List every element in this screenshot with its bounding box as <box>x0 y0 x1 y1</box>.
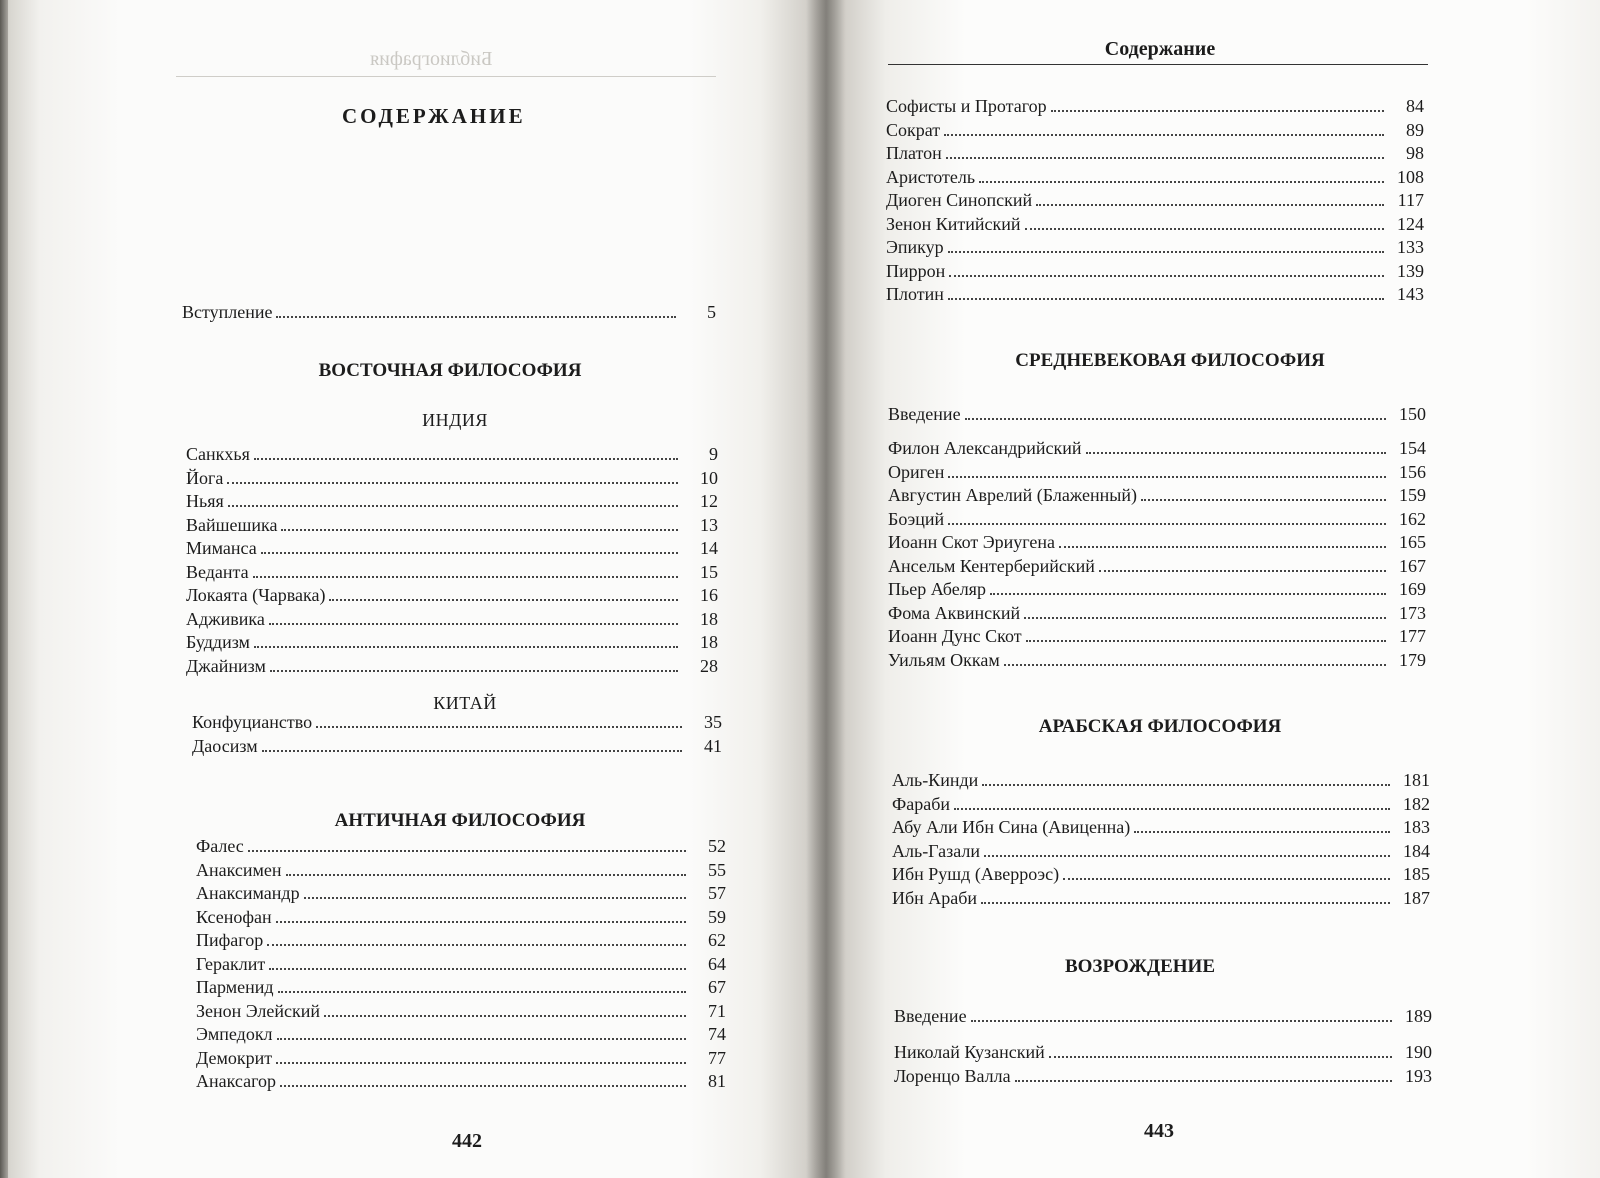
toc-entry <box>892 835 1430 859</box>
header-rule <box>888 64 1428 65</box>
dot-leader <box>1036 184 1384 206</box>
dot-leader <box>948 231 1384 253</box>
dot-leader <box>254 438 678 460</box>
toc-entry-page: 9 <box>709 444 718 464</box>
toc-renaissance <box>894 1036 1432 1086</box>
dot-leader <box>261 532 678 554</box>
bleed-through-rule <box>176 76 716 77</box>
toc-entry-page: 67 <box>708 977 726 997</box>
toc-intro <box>182 296 716 320</box>
toc-entry-title: Платон <box>886 143 942 163</box>
toc-entry-title: Гераклит <box>196 953 266 974</box>
bleed-through-header: Библиография <box>370 48 493 70</box>
toc-entry-title: Сократ <box>886 119 941 140</box>
toc-ancient <box>196 830 726 1089</box>
dot-leader <box>946 137 1384 159</box>
toc-entry <box>888 479 1426 503</box>
toc-entry-page: 139 <box>1397 260 1424 281</box>
toc-entry-title: Аль-Кинди <box>892 770 979 790</box>
toc-entry-title: Введение <box>888 404 961 424</box>
toc-entry-page: 179 <box>1399 649 1426 670</box>
toc-ancient-continued <box>886 90 1424 302</box>
toc-entry <box>196 1065 726 1089</box>
toc-entry-title: Уильям Оккам <box>888 649 1000 670</box>
toc-entry-page: 187 <box>1403 887 1430 908</box>
running-head: Содержание <box>1104 38 1216 60</box>
toc-entry <box>892 882 1430 906</box>
toc-entry-page: 143 <box>1397 284 1424 304</box>
toc-entry-page: 52 <box>708 836 726 856</box>
toc-entry-page: 12 <box>700 491 718 511</box>
toc-entry-title: Миманса <box>186 538 257 558</box>
dot-leader <box>948 456 1386 478</box>
dot-leader <box>253 556 678 578</box>
toc-entry <box>892 858 1430 882</box>
dot-leader <box>280 1065 686 1087</box>
dot-leader <box>1063 858 1390 880</box>
toc-entry-page: 84 <box>1406 96 1424 116</box>
dot-leader <box>984 835 1390 857</box>
dot-leader <box>982 764 1390 786</box>
toc-entry-title: Буддизм <box>186 632 250 652</box>
dot-leader <box>270 650 678 672</box>
contents-title: СОДЕРЖАНИЕ <box>342 104 526 128</box>
toc-entry-title: Веданта <box>186 561 249 582</box>
toc-entry-page: 183 <box>1403 817 1430 837</box>
toc-entry <box>894 1060 1432 1084</box>
toc-entry-page: 18 <box>700 632 718 652</box>
toc-entry <box>886 114 1424 138</box>
toc-entry <box>886 208 1424 232</box>
toc-entry-page: 173 <box>1399 602 1426 623</box>
dot-leader <box>954 788 1390 810</box>
toc-entry-title: Ансельм Кентерберийский <box>888 555 1095 576</box>
toc-entry-title: Аристотель <box>886 166 976 187</box>
toc-entry <box>892 788 1430 812</box>
toc-entry <box>196 1042 726 1066</box>
toc-entry <box>186 532 718 556</box>
toc-entry-title: Ньяя <box>186 491 224 511</box>
toc-entry-page: 193 <box>1405 1065 1432 1086</box>
toc-entry-title: Адживика <box>186 608 265 629</box>
dot-leader <box>965 398 1386 420</box>
toc-entry <box>186 579 718 603</box>
dot-leader <box>1086 432 1387 454</box>
toc-entry <box>888 398 1426 422</box>
toc-entry-title: Анаксагор <box>196 1071 277 1091</box>
dot-leader <box>948 503 1386 525</box>
toc-entry-page: 189 <box>1405 1006 1432 1026</box>
toc-arabic <box>892 764 1430 908</box>
toc-entry-page: 57 <box>708 883 726 903</box>
toc-entry-title: Пифагор <box>196 930 264 950</box>
toc-entry-page: 74 <box>708 1024 726 1044</box>
dot-leader <box>248 830 686 852</box>
toc-entry <box>182 296 716 320</box>
toc-entry <box>196 995 726 1019</box>
dot-leader <box>1134 811 1390 833</box>
toc-entry <box>186 509 718 533</box>
toc-entry <box>888 432 1426 456</box>
toc-entry-title: Зенон Элейский <box>196 1000 321 1021</box>
toc-india <box>186 438 718 676</box>
section-heading-ancient: АНТИЧНАЯ ФИЛОСОФИЯ <box>334 810 586 831</box>
toc-entry-page: 117 <box>1397 190 1424 210</box>
toc-entry-page: 14 <box>700 538 718 558</box>
dot-leader <box>269 948 686 970</box>
toc-entry <box>886 278 1424 302</box>
toc-entry <box>888 573 1426 597</box>
toc-entry-title: Аль-Газали <box>892 840 981 861</box>
toc-entry <box>888 644 1426 668</box>
toc-entry-title: Эпикур <box>886 237 944 257</box>
toc-entry <box>886 184 1424 208</box>
toc-entry <box>196 971 726 995</box>
dot-leader <box>1004 644 1386 666</box>
dot-leader <box>1024 597 1386 619</box>
dot-leader <box>1059 526 1386 548</box>
toc-entry-title: Джайнизм <box>186 655 266 676</box>
book-edge <box>0 0 8 1178</box>
toc-entry <box>192 706 722 730</box>
toc-entry <box>186 462 718 486</box>
toc-entry-title: Пиррон <box>886 260 946 281</box>
toc-entry-page: 159 <box>1399 485 1426 505</box>
page-number-left: 442 <box>452 1130 482 1152</box>
toc-entry-page: 81 <box>708 1071 726 1091</box>
toc-entry-page: 154 <box>1399 438 1426 458</box>
toc-entry-title: Ибн Араби <box>892 887 978 908</box>
toc-entry-page: 13 <box>700 514 718 535</box>
toc-entry-title: Августин Аврелий (Блаженный) <box>888 485 1137 505</box>
section-heading-medieval: СРЕДНЕВЕКОВАЯ ФИЛОСОФИЯ <box>1015 350 1325 371</box>
toc-entry-page: 177 <box>1399 626 1426 646</box>
toc-entry <box>888 550 1426 574</box>
toc-entry-title: Конфуцианство <box>192 712 313 732</box>
dot-leader <box>286 854 686 876</box>
toc-entry <box>886 137 1424 161</box>
subsection-heading-india: ИНДИЯ <box>422 410 488 430</box>
toc-entry-title: Ориген <box>888 461 945 482</box>
toc-entry-title: Плотин <box>886 284 944 304</box>
toc-entry <box>888 503 1426 527</box>
toc-entry <box>196 948 726 972</box>
toc-entry-page: 41 <box>704 735 722 756</box>
dot-leader <box>1049 1036 1392 1058</box>
toc-entry-page: 89 <box>1406 119 1424 140</box>
toc-entry-page: 28 <box>700 655 718 676</box>
dot-leader <box>262 730 682 752</box>
toc-entry <box>196 1018 726 1042</box>
toc-entry-title: Филон Александрийский <box>888 438 1082 458</box>
dot-leader <box>267 924 686 946</box>
dot-leader <box>1099 550 1386 572</box>
toc-entry-title: Зенон Китийский <box>886 213 1021 234</box>
toc-entry <box>186 556 718 580</box>
dot-leader <box>1026 620 1386 642</box>
toc-entry-page: 108 <box>1397 166 1424 187</box>
dot-leader <box>971 1000 1392 1022</box>
dot-leader <box>1141 479 1386 501</box>
toc-entry <box>888 620 1426 644</box>
toc-entry-title: Ксенофан <box>196 906 272 927</box>
toc-entry-title: Лоренцо Валла <box>894 1065 1011 1086</box>
toc-entry-page: 169 <box>1399 579 1426 599</box>
toc-entry <box>192 730 722 754</box>
toc-entry <box>894 1000 1432 1024</box>
toc-entry-page: 62 <box>708 930 726 950</box>
toc-entry-title: Эмпедокл <box>196 1024 273 1044</box>
toc-entry <box>892 811 1430 835</box>
toc-entry-page: 156 <box>1399 461 1426 482</box>
toc-entry <box>886 90 1424 114</box>
toc-entry-title: Фалес <box>196 836 244 856</box>
section-heading-arabic: АРАБСКАЯ ФИЛОСОФИЯ <box>1038 716 1282 737</box>
toc-entry-page: 71 <box>708 1000 726 1021</box>
toc-entry-page: 150 <box>1399 404 1426 424</box>
dot-leader <box>281 509 678 531</box>
toc-entry-title: Софисты и Протагор <box>886 96 1047 116</box>
section-heading-renaissance: ВОЗРОЖДЕНИЕ <box>1064 956 1216 977</box>
toc-entry-title: Вступление <box>182 302 273 322</box>
toc-entry <box>196 854 726 878</box>
dot-leader <box>227 462 678 484</box>
dot-leader <box>1015 1060 1392 1082</box>
toc-renaissance-intro <box>894 1000 1432 1024</box>
toc-entry-title: Пьер Абеляр <box>888 579 986 599</box>
toc-entry-title: Ибн Рушд (Аверроэс) <box>892 864 1060 884</box>
toc-entry <box>186 603 718 627</box>
toc-entry-title: Боэций <box>888 508 945 529</box>
toc-entry-title: Абу Али Ибн Сина (Авиценна) <box>892 817 1131 837</box>
toc-entry <box>196 830 726 854</box>
dot-leader <box>948 278 1384 300</box>
toc-entry-page: 55 <box>708 859 726 880</box>
toc-entry-page: 59 <box>708 906 726 927</box>
dot-leader <box>944 114 1384 136</box>
toc-entry <box>196 924 726 948</box>
toc-entry-title: Даосизм <box>192 735 258 756</box>
toc-china <box>192 706 722 756</box>
toc-entry-page: 182 <box>1403 793 1430 814</box>
toc-entry-page: 10 <box>700 467 718 488</box>
dot-leader <box>981 882 1390 904</box>
toc-entry-page: 35 <box>704 712 722 732</box>
toc-entry-title: Введение <box>894 1006 967 1026</box>
toc-entry <box>186 438 718 462</box>
dot-leader <box>276 901 686 923</box>
toc-entry-title: Фома Аквинский <box>888 602 1021 623</box>
dot-leader <box>979 161 1384 183</box>
toc-entry-page: 98 <box>1406 143 1424 163</box>
toc-entry-title: Анаксимен <box>196 859 282 880</box>
toc-entry <box>196 901 726 925</box>
toc-entry-page: 162 <box>1399 508 1426 529</box>
toc-entry-title: Анаксимандр <box>196 883 300 903</box>
dot-leader <box>269 603 678 625</box>
section-heading-eastern: ВОСТОЧНАЯ ФИЛОСОФИЯ <box>318 360 582 381</box>
toc-entry-page: 124 <box>1397 213 1424 234</box>
toc-entry-title: Николай Кузанский <box>894 1042 1045 1062</box>
dot-leader <box>949 255 1384 277</box>
dot-leader <box>278 971 686 993</box>
page-number-right: 443 <box>1144 1120 1174 1142</box>
toc-entry-page: 15 <box>700 561 718 582</box>
toc-entry-page: 133 <box>1397 237 1424 257</box>
toc-entry-title: Иоанн Скот Эриугена <box>888 532 1055 552</box>
dot-leader <box>228 485 678 507</box>
dot-leader <box>990 573 1386 595</box>
toc-entry-title: Санкхья <box>186 444 250 464</box>
toc-entry-page: 184 <box>1403 840 1430 861</box>
subsection-heading-china: КИТАЙ <box>433 693 497 713</box>
toc-entry <box>892 764 1430 788</box>
toc-entry-page: 77 <box>708 1047 726 1068</box>
dot-leader <box>276 296 676 318</box>
toc-entry-page: 5 <box>707 302 716 322</box>
toc-entry-page: 165 <box>1399 532 1426 552</box>
toc-entry-page: 181 <box>1403 770 1430 790</box>
toc-medieval <box>888 432 1426 670</box>
toc-entry <box>186 626 718 650</box>
toc-entry <box>888 597 1426 621</box>
toc-entry-title: Йога <box>186 467 224 488</box>
dot-leader <box>304 877 686 899</box>
toc-entry-page: 16 <box>700 585 718 605</box>
dot-leader <box>1051 90 1384 112</box>
toc-entry-page: 185 <box>1403 864 1430 884</box>
toc-entry <box>186 485 718 509</box>
book-gutter <box>806 0 846 1178</box>
toc-entry-title: Иоанн Дунс Скот <box>888 626 1022 646</box>
toc-entry <box>886 255 1424 279</box>
toc-entry-page: 190 <box>1405 1042 1432 1062</box>
toc-entry <box>886 161 1424 185</box>
toc-medieval-intro <box>888 398 1426 422</box>
toc-entry-page: 167 <box>1399 555 1426 576</box>
toc-entry <box>196 877 726 901</box>
dot-leader <box>254 626 678 648</box>
toc-entry-title: Вайшешика <box>186 514 278 535</box>
dot-leader <box>316 706 682 728</box>
dot-leader <box>276 1042 686 1064</box>
toc-entry-page: 64 <box>708 953 726 974</box>
toc-entry-title: Диоген Синопский <box>886 190 1033 210</box>
toc-entry <box>886 231 1424 255</box>
dot-leader <box>1025 208 1384 230</box>
toc-entry-title: Парменид <box>196 977 274 997</box>
toc-entry <box>888 526 1426 550</box>
dot-leader <box>277 1018 686 1040</box>
dot-leader <box>324 995 686 1017</box>
toc-entry-title: Локаята (Чарвака) <box>186 585 326 605</box>
dot-leader <box>329 579 678 601</box>
toc-entry-page: 18 <box>700 608 718 629</box>
toc-entry <box>186 650 718 674</box>
toc-entry-title: Фараби <box>892 793 950 814</box>
toc-entry-title: Демокрит <box>196 1047 273 1068</box>
toc-entry <box>888 456 1426 480</box>
toc-entry <box>894 1036 1432 1060</box>
